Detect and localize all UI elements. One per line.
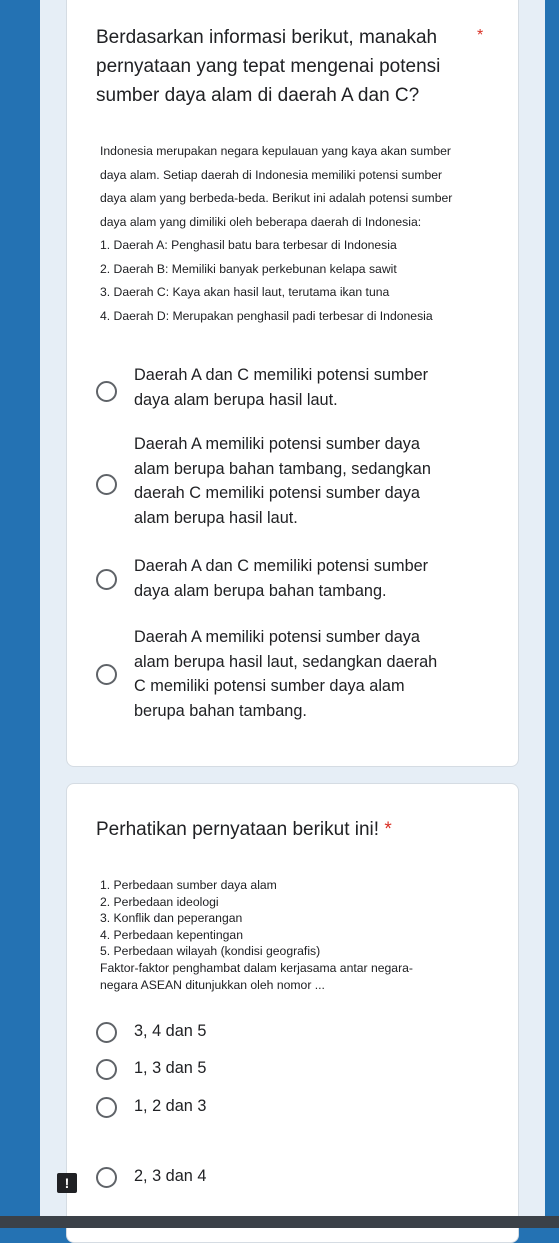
passage-line: 4. Daerah D: Merupakan penghasil padi terbesar di Indonesia bbox=[100, 308, 433, 323]
warning-icon: ! bbox=[57, 1173, 77, 1193]
answer-option-1[interactable] bbox=[67, 363, 520, 423]
passage-line: daya alam. Setiap daerah di Indonesia memiliki potensi sumber bbox=[100, 167, 443, 182]
answer-option-1[interactable] bbox=[67, 1017, 520, 1047]
radio-button[interactable] bbox=[96, 381, 117, 402]
statement-line: 4. Perbedaan kepentingan bbox=[100, 927, 243, 942]
statement-line: 5. Perbedaan wilayah (kondisi geografis) bbox=[100, 944, 321, 959]
radio-button[interactable] bbox=[96, 1022, 117, 1043]
question-title-line: Berdasarkan informasi berikut, manakah bbox=[96, 27, 438, 48]
statement-list bbox=[100, 877, 495, 993]
question-title-text: Perhatikan pernyataan berikut ini! bbox=[96, 819, 380, 840]
passage-line: 2. Daerah B: Memiliki banyak perkebunan kelapa sawit bbox=[100, 261, 397, 276]
option-label bbox=[134, 432, 474, 530]
option-label bbox=[134, 554, 474, 603]
required-asterisk: * bbox=[477, 27, 484, 44]
required-asterisk: * bbox=[384, 819, 392, 840]
option-label: 1, 3 dan 5 bbox=[134, 1059, 207, 1077]
statement-line: Faktor-faktor penghambat dalam kerjasama antar negara- bbox=[100, 960, 413, 975]
option-label-line: Daerah A memiliki potensi sumber daya bbox=[134, 435, 420, 453]
option-label: 2, 3 dan 4 bbox=[134, 1167, 207, 1185]
option-label-line: C memiliki potensi sumber daya alam bbox=[134, 677, 405, 695]
option-label: 1, 2 dan 3 bbox=[134, 1097, 207, 1115]
answer-option-2[interactable] bbox=[67, 1054, 520, 1084]
statement-line: 2. Perbedaan ideologi bbox=[100, 894, 219, 909]
passage-line: Indonesia merupakan negara kepulauan yang kaya akan sumber bbox=[100, 144, 451, 158]
radio-button[interactable] bbox=[96, 664, 117, 685]
radio-button[interactable] bbox=[96, 474, 117, 495]
option-label-line: berupa bahan tambang. bbox=[134, 701, 307, 720]
statement-line: 3. Konflik dan peperangan bbox=[100, 911, 243, 926]
passage-line: daya alam yang dimiliki oleh beberapa daerah di Indonesia: bbox=[100, 214, 422, 229]
statement-line: negara ASEAN ditunjukkan oleh nomor ... bbox=[100, 977, 325, 992]
option-label bbox=[134, 363, 474, 412]
option-label-line: Daerah A dan C memiliki potensi sumber bbox=[134, 557, 429, 575]
question-passage bbox=[100, 140, 494, 328]
option-label bbox=[134, 625, 474, 723]
answer-option-4[interactable] bbox=[67, 1162, 520, 1192]
option-label-line: Daerah A dan C memiliki potensi sumber bbox=[134, 366, 429, 384]
option-label-line: alam berupa bahan tambang, sedangkan bbox=[134, 459, 431, 478]
answer-option-4[interactable] bbox=[67, 625, 520, 725]
question-card-1 bbox=[66, 0, 519, 767]
passage-line: daya alam yang berbeda-beda. Berikut ini adalah potensi sumber bbox=[100, 191, 453, 205]
radio-button[interactable] bbox=[96, 1059, 117, 1080]
question-title bbox=[96, 815, 392, 844]
answer-option-3[interactable] bbox=[67, 1092, 520, 1122]
radio-button[interactable] bbox=[96, 569, 117, 590]
question-card-2 bbox=[66, 783, 519, 1243]
option-label-line: Daerah A memiliki potensi sumber daya bbox=[134, 628, 420, 646]
question-title-line: sumber daya alam di daerah A dan C? bbox=[96, 85, 420, 106]
radio-button[interactable] bbox=[96, 1167, 117, 1188]
bottom-bar bbox=[0, 1216, 559, 1228]
option-label-line: alam berupa hasil laut. bbox=[134, 508, 298, 527]
passage-line: 3. Daerah C: Kaya akan hasil laut, terutama ikan tuna bbox=[100, 285, 390, 299]
radio-button[interactable] bbox=[96, 1097, 117, 1118]
answer-option-3[interactable] bbox=[67, 554, 520, 614]
option-label-line: daya alam berupa hasil laut. bbox=[134, 390, 338, 409]
option-label-line: daya alam berupa bahan tambang. bbox=[134, 581, 387, 600]
answer-option-2[interactable] bbox=[67, 432, 520, 532]
passage-line: 1. Daerah A: Penghasil batu bara terbesar di Indonesia bbox=[100, 238, 397, 252]
option-label-line: daerah C memiliki potensi sumber daya bbox=[134, 484, 420, 502]
option-label-line: alam berupa hasil laut, sedangkan daerah bbox=[134, 652, 438, 671]
option-label: 3, 4 dan 5 bbox=[134, 1022, 207, 1040]
statement-line: 1. Perbedaan sumber daya alam bbox=[100, 878, 277, 892]
question-title-line: pernyataan yang tepat mengenai potensi bbox=[96, 56, 441, 77]
